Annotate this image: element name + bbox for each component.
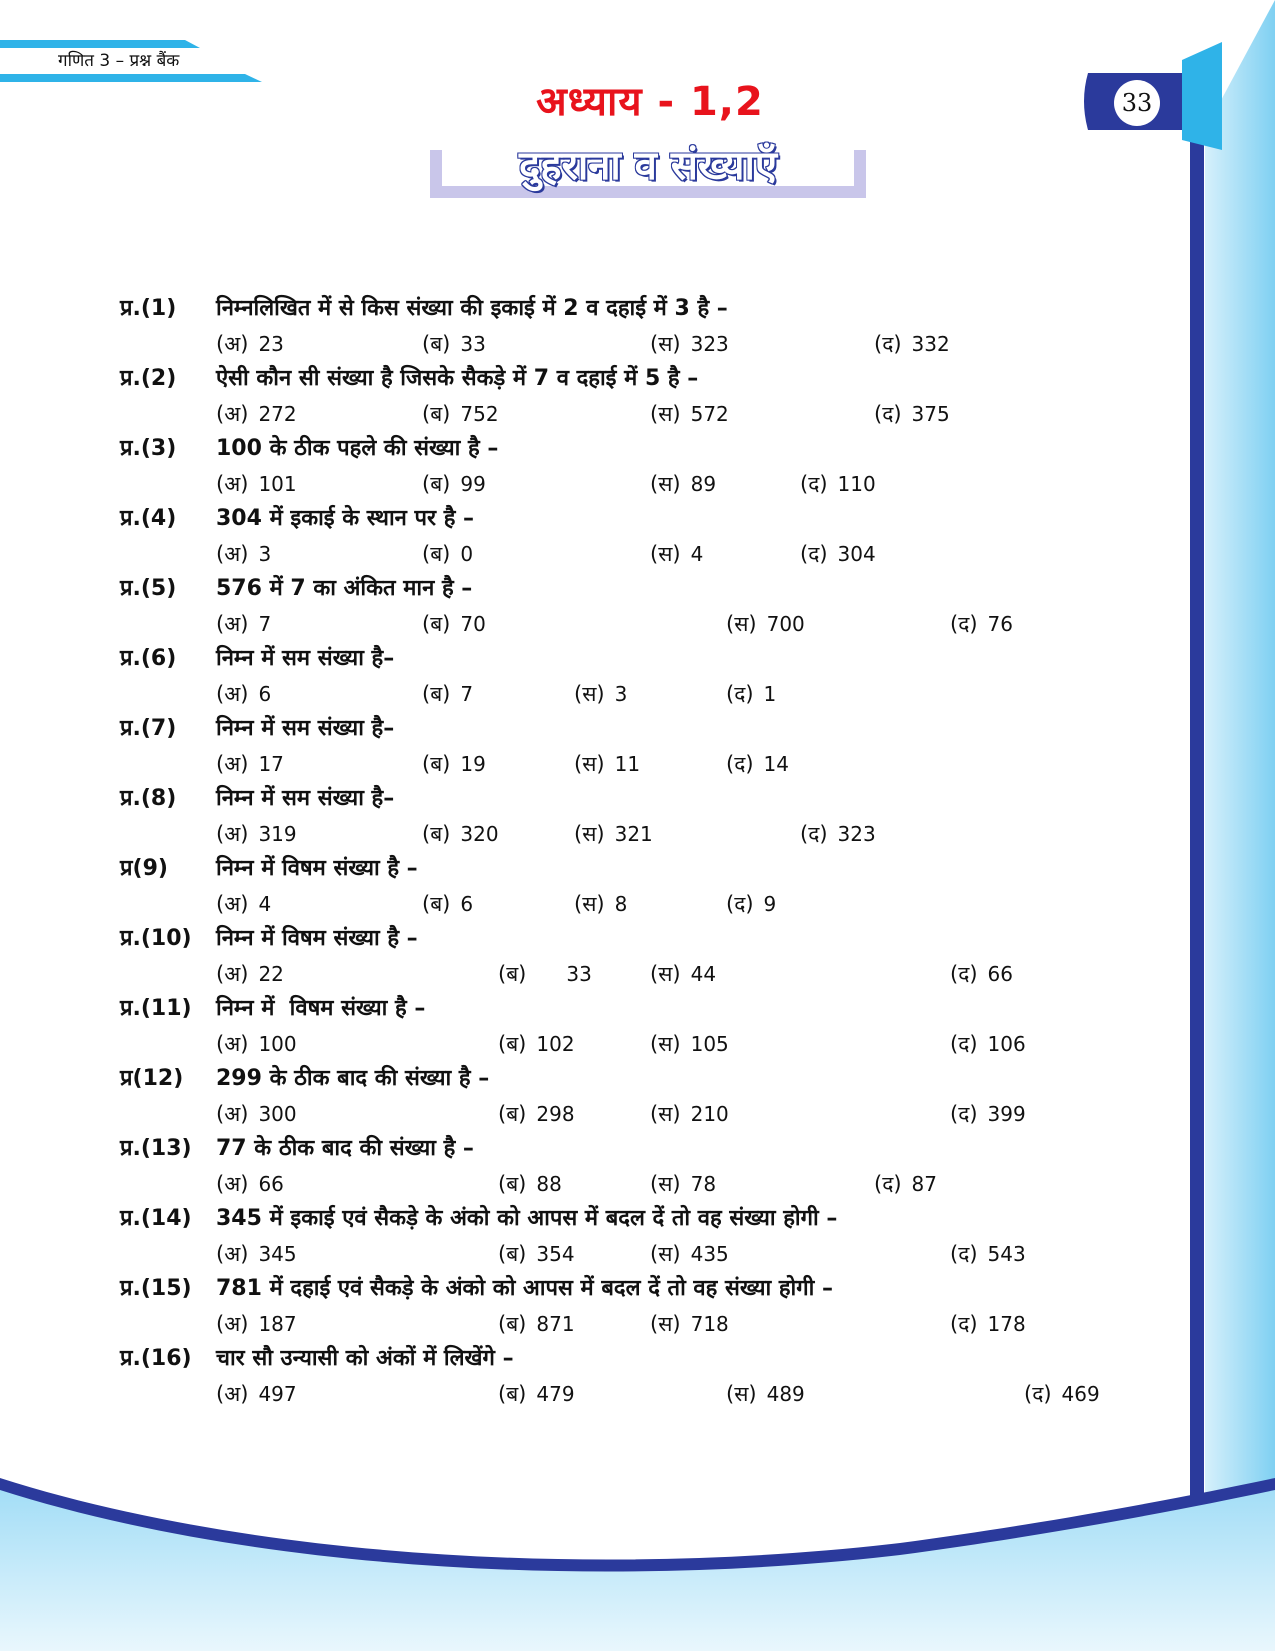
option-d: (द) 323 — [800, 822, 876, 846]
question-text: निम्न में विषम संख्या है – — [216, 926, 418, 951]
chapter-label: अध्याय - 1,2 — [536, 79, 764, 125]
option-d: (द) 543 — [950, 1242, 1026, 1266]
option-b: (ब) 479 — [498, 1382, 575, 1406]
option-c: (स) 323 — [650, 332, 729, 356]
option-b: (ब) 19 — [422, 752, 486, 776]
question-text: 100 के ठीक पहले की संख्या है – — [216, 436, 499, 461]
option-b: (ब) 7 — [422, 682, 474, 706]
option-a: (अ) 319 — [216, 822, 297, 846]
option-a: (अ) 497 — [216, 1382, 297, 1406]
option-a: (अ) 22 — [216, 962, 284, 986]
question-text: निम्न में विषम संख्या है – — [216, 996, 426, 1021]
page-number: 33 — [1114, 80, 1160, 126]
option-c: (स) 89 — [650, 472, 717, 496]
option-b: (ब) 70 — [422, 612, 486, 636]
option-a: (अ) 66 — [216, 1172, 284, 1196]
option-a: (अ) 300 — [216, 1102, 297, 1126]
option-a: (अ) 272 — [216, 402, 297, 426]
question-number: प्र.(10) — [120, 926, 192, 951]
question-number: प्र.(11) — [120, 996, 192, 1021]
option-d: (द) 66 — [950, 962, 1013, 986]
question-number: प्र.(8) — [120, 786, 177, 811]
option-d: (द) 110 — [800, 472, 876, 496]
option-c: (स) 11 — [574, 752, 641, 776]
question-number: प्र(12) — [120, 1066, 184, 1091]
option-b: (ब) 33 — [422, 332, 486, 356]
question — [0, 852, 1200, 922]
question-number: प्र.(7) — [120, 716, 177, 741]
option-c: (स) 489 — [726, 1382, 805, 1406]
option-d: (द) 332 — [874, 332, 950, 356]
question — [0, 1132, 1200, 1202]
question-number: प्र.(2) — [120, 366, 177, 391]
question — [0, 642, 1200, 712]
option-c: (स) 210 — [650, 1102, 729, 1126]
book-label: गणित 3 – प्रश्न बैंक — [58, 51, 180, 71]
question-text: 304 में इकाई के स्थान पर है – — [216, 506, 475, 531]
question — [0, 292, 1200, 362]
question-text: ऐसी कौन सी संख्या है जिसके सैकड़े में 7 व दहाई में 5 है – — [216, 366, 699, 391]
question-number: प्र.(16) — [120, 1346, 192, 1371]
question-number: प्र.(5) — [120, 576, 177, 601]
option-c: (स) 78 — [650, 1172, 717, 1196]
option-c: (स) 700 — [726, 612, 805, 636]
question-text: निम्न में सम संख्या है– — [216, 786, 395, 811]
question — [0, 782, 1200, 852]
option-d: (द) 106 — [950, 1032, 1026, 1056]
question — [0, 712, 1200, 782]
question-number: प्र(9) — [120, 856, 168, 881]
page-number-badge — [1088, 73, 1186, 133]
option-b: (ब) 6 — [422, 892, 474, 916]
question-number: प्र.(1) — [120, 296, 177, 321]
question-text: 576 में 7 का अंकित मान है – — [216, 576, 473, 601]
option-b: (ब) 88 — [498, 1172, 562, 1196]
question-text: निम्न में विषम संख्या है – — [216, 856, 418, 881]
question — [0, 1272, 1200, 1342]
option-b: (ब) 102 — [498, 1032, 575, 1056]
question-text: 299 के ठीक बाद की संख्या है – — [216, 1066, 490, 1091]
option-d: (द) 87 — [874, 1172, 937, 1196]
question — [0, 1202, 1200, 1272]
question-text: 781 में दहाई एवं सैकड़े के अंको को आपस में बदल दें तो वह संख्या होगी – — [216, 1276, 833, 1301]
option-d: (द) 304 — [800, 542, 876, 566]
option-d: (द) 14 — [726, 752, 789, 776]
option-a: (अ) 4 — [216, 892, 272, 916]
option-d: (द) 1 — [726, 682, 777, 706]
question — [0, 992, 1200, 1062]
question — [0, 362, 1200, 432]
option-c: (स) 44 — [650, 962, 717, 986]
question-text: 345 में इकाई एवं सैकड़े के अंको को आपस में बदल दें तो वह संख्या होगी – — [216, 1206, 838, 1231]
option-b: (ब) 354 — [498, 1242, 575, 1266]
option-d: (द) 399 — [950, 1102, 1026, 1126]
option-b: (ब) 33 — [498, 962, 592, 986]
option-c: (स) 3 — [574, 682, 628, 706]
header-strip-bottom — [0, 74, 262, 82]
question — [0, 1342, 1200, 1412]
option-a: (अ) 187 — [216, 1312, 297, 1336]
question — [0, 432, 1200, 502]
option-b: (ब) 0 — [422, 542, 474, 566]
question-text: निम्न में सम संख्या है– — [216, 646, 395, 671]
question-text: निम्नलिखित में से किस संख्या की इकाई में 2 व दहाई में 3 है – — [216, 296, 728, 321]
option-c: (स) 718 — [650, 1312, 729, 1336]
option-c: (स) 435 — [650, 1242, 729, 1266]
option-a: (अ) 17 — [216, 752, 284, 776]
question — [0, 502, 1200, 572]
option-a: (अ) 3 — [216, 542, 272, 566]
question — [0, 572, 1200, 642]
option-b: (ब) 99 — [422, 472, 486, 496]
option-a: (अ) 6 — [216, 682, 272, 706]
chapter-title: दुहराना व संख्याएँ — [519, 143, 777, 189]
question-number: प्र.(4) — [120, 506, 177, 531]
option-c: (स) 4 — [650, 542, 704, 566]
question-number: प्र.(13) — [120, 1136, 192, 1161]
question — [0, 922, 1200, 992]
option-a: (अ) 7 — [216, 612, 272, 636]
option-a: (अ) 345 — [216, 1242, 297, 1266]
option-d: (द) 178 — [950, 1312, 1026, 1336]
right-band — [1205, 0, 1275, 1651]
page-tab-flap — [1182, 42, 1222, 150]
question-text: निम्न में सम संख्या है– — [216, 716, 395, 741]
option-c: (स) 105 — [650, 1032, 729, 1056]
question-number: प्र.(3) — [120, 436, 177, 461]
option-b: (ब) 871 — [498, 1312, 575, 1336]
option-b: (ब) 752 — [422, 402, 499, 426]
option-d: (द) 469 — [1024, 1382, 1100, 1406]
option-a: (अ) 23 — [216, 332, 284, 356]
option-d: (द) 375 — [874, 402, 950, 426]
option-c: (स) 572 — [650, 402, 729, 426]
option-d: (द) 76 — [950, 612, 1013, 636]
question — [0, 1062, 1200, 1132]
option-b: (ब) 298 — [498, 1102, 575, 1126]
header-strip-top — [0, 40, 200, 48]
question-text: 77 के ठीक बाद की संख्या है – — [216, 1136, 474, 1161]
option-a: (अ) 101 — [216, 472, 297, 496]
option-a: (अ) 100 — [216, 1032, 297, 1056]
option-c: (स) 8 — [574, 892, 628, 916]
question-number: प्र.(15) — [120, 1276, 192, 1301]
option-b: (ब) 320 — [422, 822, 499, 846]
option-d: (द) 9 — [726, 892, 777, 916]
question-number: प्र.(6) — [120, 646, 177, 671]
question-text: चार सौ उन्यासी को अंकों में लिखेंगे – — [216, 1346, 514, 1371]
option-c: (स) 321 — [574, 822, 653, 846]
question-number: प्र.(14) — [120, 1206, 192, 1231]
